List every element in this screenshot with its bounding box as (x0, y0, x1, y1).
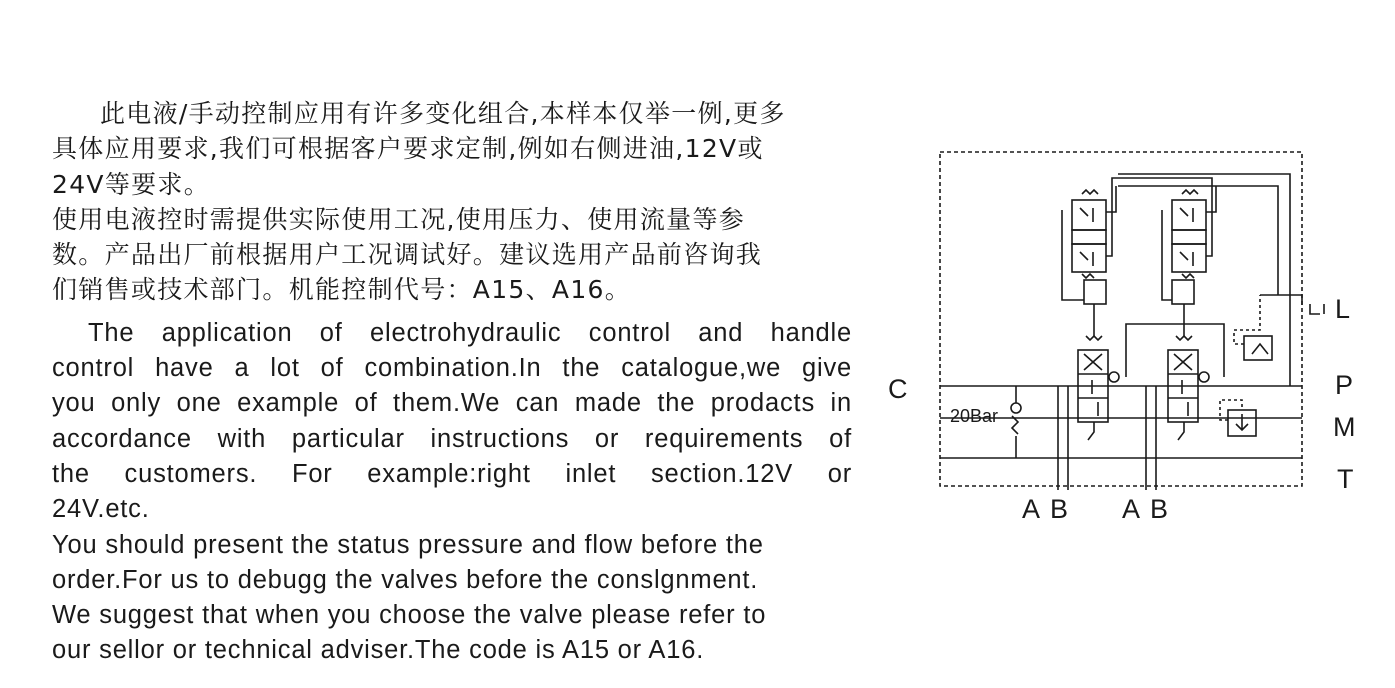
cn-line: 们销售或技术部门。机能控制代号：A15、A16。 (52, 275, 632, 305)
section-1-main-spool (1058, 304, 1119, 490)
en-line: 24V.etc. (52, 495, 150, 524)
hydraulic-schematic (880, 140, 1380, 540)
en-line: our sellor or technical adviser.The code is A15 or A16. (52, 636, 705, 665)
section-2-main-spool (1126, 304, 1224, 490)
en-line: You should present the status pressure and flow before the (52, 530, 764, 559)
cn-line: 具体应用要求,我们可根据客户要求定制,例如右侧进油,12V或 (52, 134, 764, 164)
section-1-pilot-valves (1062, 178, 1118, 304)
pilot-line-inner (1118, 186, 1278, 295)
en-line: control have a lot of combination.In the catalogue,we give (52, 354, 852, 383)
english-description (52, 316, 852, 669)
cn-line: 使用电液控时需提供实际使用工况,使用压力、使用流量等参 (52, 204, 746, 234)
pilot-line-outer (1118, 174, 1290, 386)
section-1-port-b: B (1050, 494, 1069, 524)
port-label-c: C (888, 374, 908, 404)
en-line: The application of electrohydraulic control and handle (88, 318, 852, 347)
text-column (52, 96, 852, 669)
port-label-m: M (1333, 412, 1356, 442)
chinese-description (52, 96, 852, 308)
section-2-port-a: A (1122, 494, 1141, 524)
en-line: the customers. For example:right inlet section.12V or (52, 459, 852, 488)
section-2-port-b: B (1150, 494, 1169, 524)
drain-line-l (1260, 295, 1302, 305)
port-label-t: T (1337, 464, 1354, 494)
port-label-l: L (1335, 294, 1351, 324)
section-1-port-a: A (1022, 494, 1041, 524)
en-line: you only one example of them.We can made the prodacts in (52, 389, 852, 418)
pressure-compensator (1234, 295, 1272, 360)
cn-line: 此电液/手动控制应用有许多变化组合,本样本仅举一例,更多 (100, 99, 786, 128)
port-label-p: P (1335, 370, 1354, 400)
relief-valve-20bar (1011, 386, 1021, 458)
drain-port-symbol (1310, 304, 1324, 314)
cn-line: 数。产品出厂前根据用户工况调试好。建议选用产品前咨询我 (52, 240, 763, 270)
en-line: accordance with particular instructions or requirements of (52, 424, 852, 453)
en-line: order.For us to debugg the valves before the conslgnment. (52, 565, 759, 594)
en-line: We suggest that when you choose the valve please refer to (52, 601, 767, 630)
cn-line: 24V等要求。 (52, 169, 211, 199)
section-2-pilot-valves (1118, 178, 1216, 304)
relief-pressure-label: 20Bar (950, 406, 999, 426)
